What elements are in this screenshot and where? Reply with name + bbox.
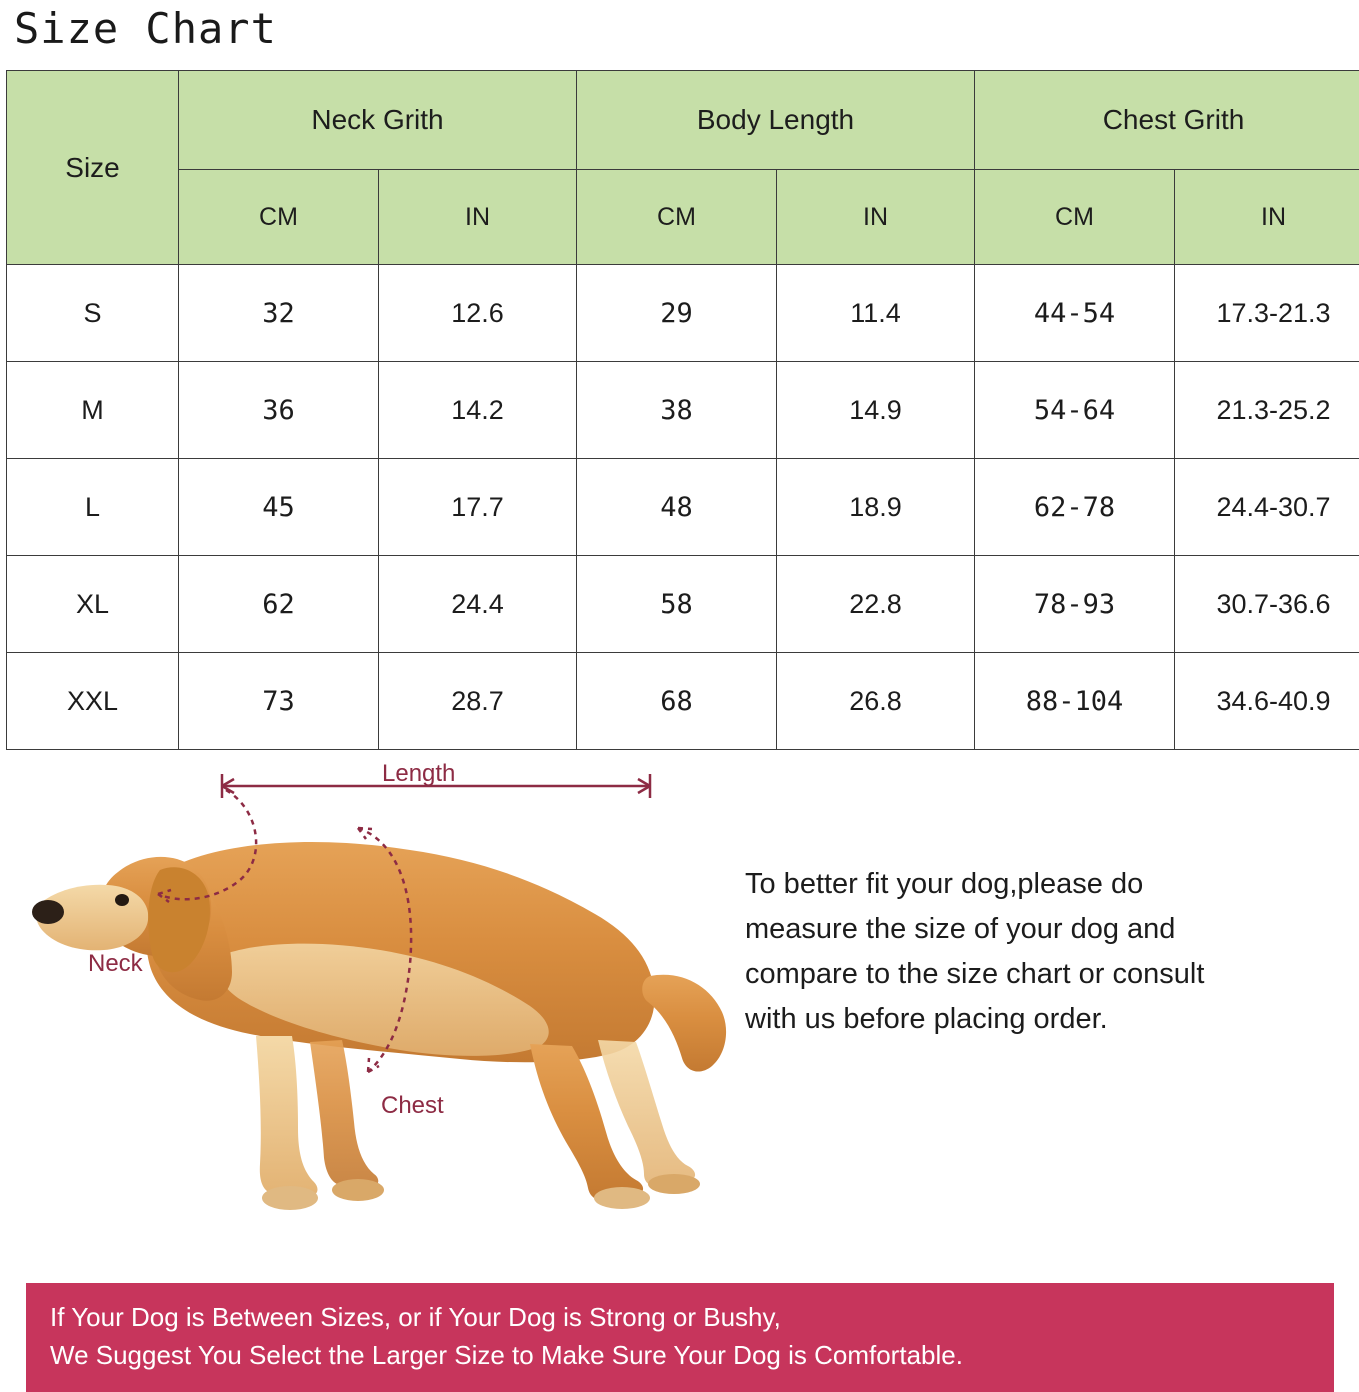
size-chart-table	[6, 70, 1359, 750]
length-label: Length	[382, 760, 455, 788]
table-header-unit-row	[7, 170, 1359, 265]
cell-neck-cm: 73	[179, 653, 379, 750]
table-header-group-row	[7, 71, 1359, 170]
sizing-advice-banner	[26, 1283, 1334, 1392]
cell-neck-cm: 36	[179, 362, 379, 459]
cell-size: S	[7, 265, 179, 362]
cell-body-in: 18.9	[777, 459, 975, 556]
table-row	[7, 362, 1359, 459]
cell-neck-in: 12.6	[379, 265, 577, 362]
cell-size: L	[7, 459, 179, 556]
cell-chest-in: 34.6-40.9	[1175, 653, 1359, 750]
chest-label: Chest	[381, 1092, 444, 1120]
table-row	[7, 459, 1359, 556]
cell-body-cm: 58	[577, 556, 777, 653]
cell-body-cm: 48	[577, 459, 777, 556]
cell-chest-cm: 88-104	[975, 653, 1175, 750]
cell-body-in: 26.8	[777, 653, 975, 750]
header-chest-cm: CM	[975, 170, 1175, 265]
table-body	[7, 265, 1359, 750]
header-body-in: IN	[777, 170, 975, 265]
header-neck-grith: Neck Grith	[179, 71, 577, 170]
cell-chest-cm: 44-54	[975, 265, 1175, 362]
header-chest-in: IN	[1175, 170, 1359, 265]
banner-line-1: If Your Dog is Between Sizes, or if Your Dog is Strong or Bushy,	[50, 1299, 1314, 1337]
cell-chest-cm: 54-64	[975, 362, 1175, 459]
cell-chest-in: 30.7-36.6	[1175, 556, 1359, 653]
cell-chest-cm: 62-78	[975, 459, 1175, 556]
cell-body-in: 22.8	[777, 556, 975, 653]
cell-neck-cm: 32	[179, 265, 379, 362]
cell-size: XL	[7, 556, 179, 653]
cell-body-cm: 29	[577, 265, 777, 362]
cell-neck-in: 28.7	[379, 653, 577, 750]
cell-chest-in: 24.4-30.7	[1175, 459, 1359, 556]
cell-size: XXL	[7, 653, 179, 750]
neck-label: Neck	[88, 950, 143, 978]
header-neck-cm: CM	[179, 170, 379, 265]
header-size: Size	[7, 71, 179, 265]
table-row	[7, 653, 1359, 750]
table-row	[7, 556, 1359, 653]
cell-neck-in: 24.4	[379, 556, 577, 653]
cell-neck-cm: 62	[179, 556, 379, 653]
dog-illustration-svg	[10, 754, 730, 1219]
header-body-length: Body Length	[577, 71, 975, 170]
cell-chest-in: 21.3-25.2	[1175, 362, 1359, 459]
size-chart-table-wrapper	[6, 70, 1353, 750]
cell-body-cm: 68	[577, 653, 777, 750]
cell-neck-in: 14.2	[379, 362, 577, 459]
dog-body-shape	[32, 842, 726, 1210]
cell-body-cm: 38	[577, 362, 777, 459]
cell-body-in: 14.9	[777, 362, 975, 459]
cell-chest-in: 17.3-21.3	[1175, 265, 1359, 362]
cell-size: M	[7, 362, 179, 459]
header-neck-in: IN	[379, 170, 577, 265]
cell-neck-cm: 45	[179, 459, 379, 556]
fitting-note: To better fit your dog,please do measure the size of your dog and compare to the size chart or consult with us before placing order.	[745, 862, 1245, 1042]
cell-body-in: 11.4	[777, 265, 975, 362]
cell-chest-cm: 78-93	[975, 556, 1175, 653]
header-chest-grith: Chest Grith	[975, 71, 1359, 170]
measurement-illustration	[0, 754, 1359, 1224]
table-row	[7, 265, 1359, 362]
table-head	[7, 71, 1359, 265]
cell-neck-in: 17.7	[379, 459, 577, 556]
header-body-cm: CM	[577, 170, 777, 265]
banner-line-2: We Suggest You Select the Larger Size to Make Sure Your Dog is Comfortable.	[50, 1337, 1314, 1375]
page-title: Size Chart	[0, 0, 1359, 52]
